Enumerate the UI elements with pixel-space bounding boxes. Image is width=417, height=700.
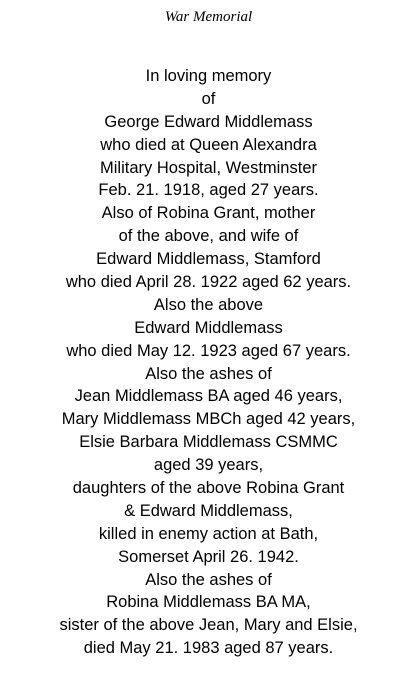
- page-heading: War Memorial: [164, 9, 253, 25]
- inscription-line: Feb. 21. 1918, aged 27 years.: [98, 181, 319, 200]
- inscription-line: Jean Middlemass BA aged 46 years,: [74, 387, 343, 406]
- inscription-line: Also the ashes of: [145, 364, 272, 383]
- inscription-line: died May 21. 1983 aged 87 years.: [83, 639, 334, 658]
- inscription-line: Edward Middlemass, Stamford: [96, 250, 321, 269]
- inscription-line: daughters of the above Robina Grant: [72, 479, 345, 498]
- inscription-line: Also of Robina Grant, mother: [101, 204, 316, 223]
- inscription-line: of: [201, 89, 216, 108]
- inscription-line: Mary Middlemass MBCh aged 42 years,: [61, 410, 356, 429]
- inscription-line: who died May 12. 1923 aged 67 years.: [66, 341, 351, 360]
- inscription-line: Also the ashes of: [145, 570, 272, 589]
- inscription-line: Military Hospital, Westminster: [100, 158, 317, 177]
- inscription-line: Also the above: [153, 295, 264, 314]
- inscription-line: Elsie Barbara Middlemass CSMMC: [79, 433, 338, 452]
- inscription-line: Robina Middlemass BA MA,: [106, 593, 311, 612]
- inscription-line: who died at Queen Alexandra: [100, 135, 317, 154]
- inscription-line: George Edward Middlemass: [104, 112, 313, 131]
- inscription-line: who died April 28. 1922 aged 62 years.: [65, 273, 352, 292]
- inscription-line: killed in enemy action at Bath,: [98, 524, 319, 543]
- inscription-line: Edward Middlemass: [134, 318, 283, 337]
- memorial-inscription: [0, 65, 417, 660]
- inscription-line: sister of the above Jean, Mary and Elsie,: [59, 616, 358, 635]
- inscription-line: aged 39 years,: [153, 456, 264, 475]
- inscription-line: Somerset April 26. 1942.: [118, 547, 299, 566]
- inscription-line: In loving memory: [145, 67, 272, 85]
- inscription-line: of the above, and wife of: [118, 227, 299, 246]
- inscription-line: & Edward Middlemass,: [124, 501, 293, 520]
